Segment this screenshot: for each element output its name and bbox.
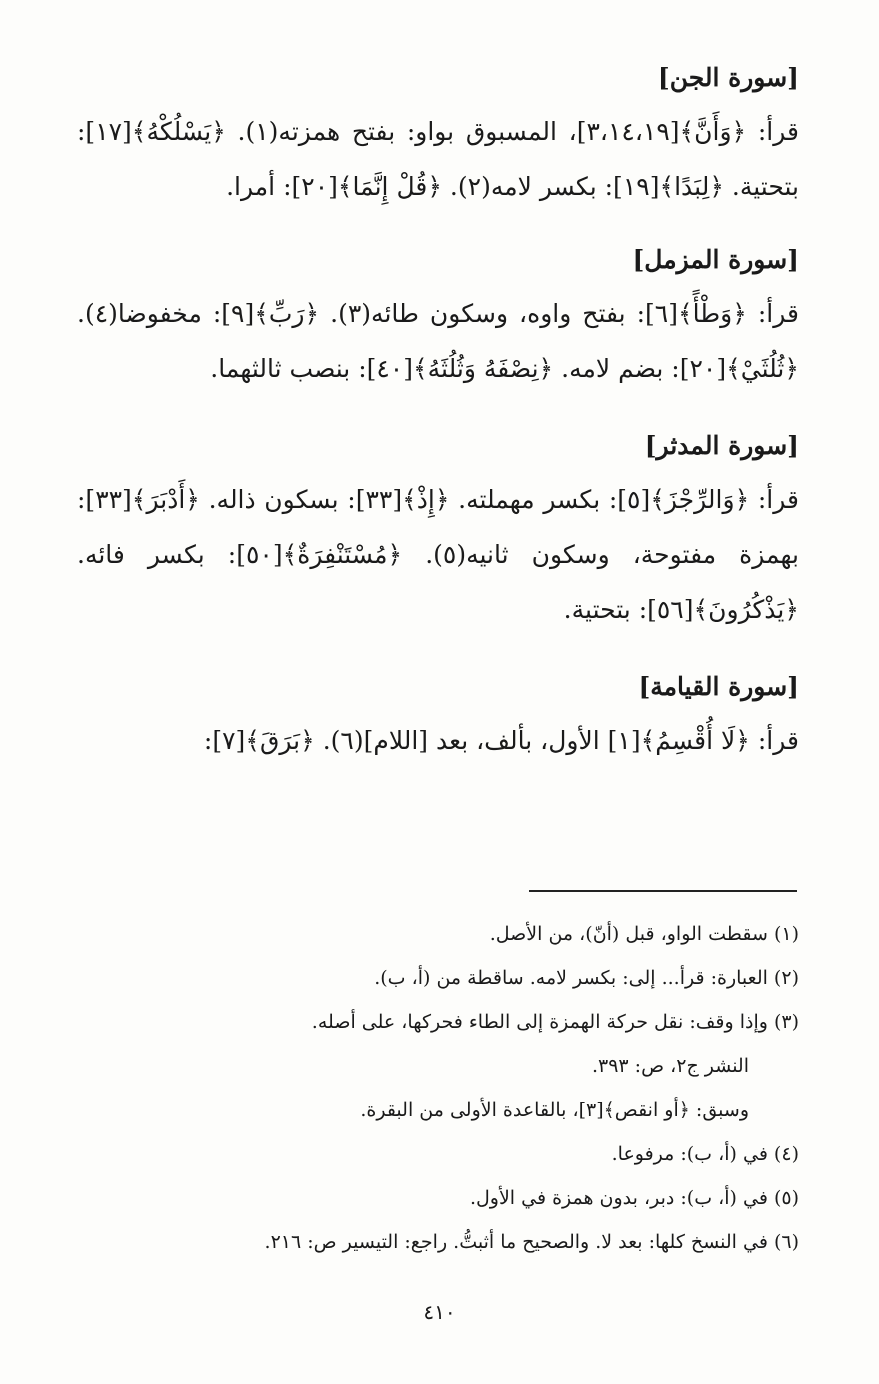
section-title: [سورة المزمل] <box>632 245 799 274</box>
section-title: [سورة الجن] <box>657 63 799 92</box>
footnote-divider <box>529 890 797 892</box>
section-body: قرأ: ﴿وَطْأً﴾[٦]: بفتح واوه، وسكون طائه(٣). ﴿رَبِّ﴾[٩]: مخفوضا(٤). ﴿ثُلُثَيْ﴾[٢٠]: بضم لامه. ﴿نِصْفَهُ وَثُلُثَهُ﴾[٤٠]: بنصب ثالثهما. <box>77 299 799 383</box>
footnote-3: (٣) وإذا وقف: نقل حركة الهمزة إلى الطاء فحركها، على أصله. <box>311 1011 799 1033</box>
section-jinn <box>77 58 799 214</box>
section-body: قرأ: ﴿وَأَنَّ﴾[٣،١٤،١٩]، المسبوق بواو: بفتح همزته(١). ﴿يَسْلُكْهُ﴾[١٧]: بتحتية. ﴿لِبَدًا﴾[١٩]: بكسر لامه(٢). ﴿قُلْ إِنَّمَا﴾[٢٠]: أمرا. <box>77 117 799 201</box>
section-title: [سورة المدثر] <box>644 431 799 460</box>
section-body: قرأ: ﴿وَالرِّجْزَ﴾[٥]: بكسر مهملته. ﴿إِذْ﴾[٣٣]: بسكون ذاله. ﴿أَدْبَرَ﴾[٣٣]: بهمزة مفتوحة، وسكون ثانيه(٥). ﴿مُسْتَنْفِرَةٌ﴾[٥٠]: بكسر فائه. ﴿يَذْكُرُونَ﴾[٥٦]: بتحتية. <box>77 485 799 624</box>
section-muddaththir <box>77 426 799 637</box>
footnote-2: (٢) العبارة: قرأ... إلى: بكسر لامه. ساقطة من (أ، ب). <box>374 967 799 989</box>
section-qiyamah <box>77 667 799 768</box>
main-text <box>77 58 799 798</box>
section-title: [سورة القيامة] <box>638 672 799 701</box>
footnote-1: (١) سقطت الواو، قبل (أنّ)، من الأصل. <box>489 923 799 945</box>
footnotes <box>77 912 799 1264</box>
footnote-5: (٥) في (أ، ب): دبر، بدون همزة في الأول. <box>469 1187 799 1209</box>
section-body: قرأ: ﴿لَا أُقْسِمُ﴾[١] الأول، بألف، بعد [اللام](٦). ﴿بَرَقَ﴾[٧]: <box>203 726 799 755</box>
footnote-4: (٤) في (أ، ب): مرفوعا. <box>611 1143 799 1165</box>
section-muzzammil <box>77 240 799 396</box>
footnote-3-continuation: وسبق: ﴿أو انقص﴾[٣]، بالقاعدة الأولى من البقرة. <box>360 1099 749 1121</box>
page-number: ٤١٠ <box>423 1300 456 1324</box>
footnote-3-continuation: النشر ج٢، ص: ٣٩٣. <box>591 1055 749 1077</box>
footnote-6: (٦) في النسخ كلها: بعد لا. والصحيح ما أثبتُّ. راجع: التيسير ص: ٢١٦. <box>264 1231 799 1253</box>
